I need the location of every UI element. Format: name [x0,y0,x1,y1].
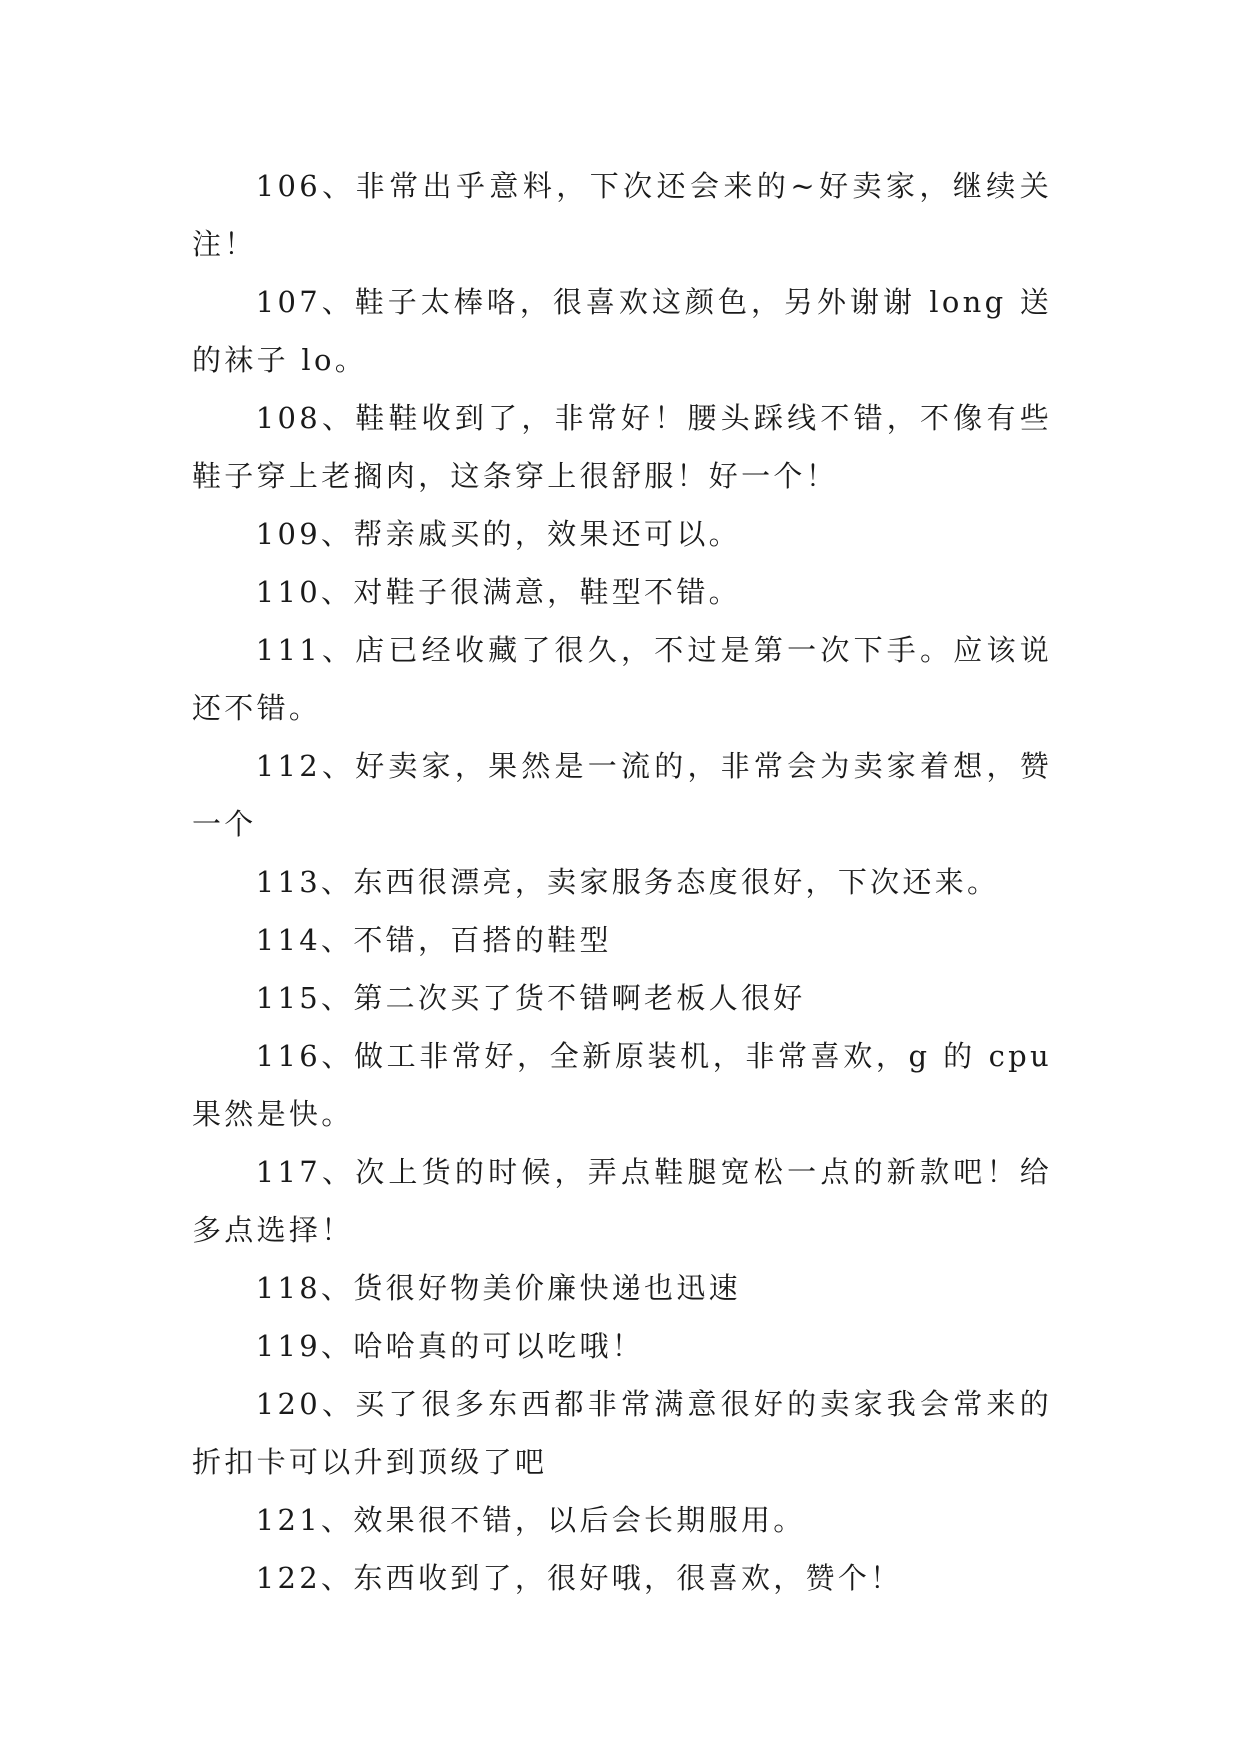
review-paragraph: 111、店已经收藏了很久，不过是第一次下手。应该说还不错。 [192,633,1052,725]
review-paragraph: 112、好卖家，果然是一流的，非常会为卖家着想，赞一个 [192,749,1052,841]
review-paragraph: 121、效果很不错，以后会长期服用。 [255,1503,806,1537]
review-paragraph: 110、对鞋子很满意，鞋型不错。 [255,575,741,609]
document-body [192,157,1052,1607]
review-paragraph: 107、鞋子太棒咯，很喜欢这颜色，另外谢谢 long 送的袜子 lo。 [192,285,1052,377]
review-paragraph: 109、帮亲戚买的，效果还可以。 [255,517,741,551]
review-paragraph: 120、买了很多东西都非常满意很好的卖家我会常来的折扣卡可以升到顶级了吧 [192,1387,1052,1479]
review-paragraph: 113、东西很漂亮，卖家服务态度很好，下次还来。 [255,865,1000,899]
review-paragraph: 115、第二次买了货不错啊老板人很好 [255,981,806,1015]
review-paragraph: 122、东西收到了，很好哦，很喜欢，赞个！ [255,1561,903,1595]
review-paragraph: 119、哈哈真的可以吃哦！ [255,1329,645,1363]
review-paragraph: 118、货很好物美价廉快递也迅速 [255,1271,741,1305]
review-paragraph: 108、鞋鞋收到了，非常好！腰头踩线不错，不像有些鞋子穿上老搁肉，这条穿上很舒服！好一个！ [192,401,1052,493]
review-paragraph: 117、次上货的时候，弄点鞋腿宽松一点的新款吧！给多点选择！ [192,1155,1052,1247]
review-paragraph: 106、非常出乎意料，下次还会来的~好卖家，继续关注！ [192,169,1052,261]
review-paragraph: 116、做工非常好，全新原装机，非常喜欢，g 的 cpu 果然是快。 [192,1039,1052,1131]
review-paragraph: 114、不错，百搭的鞋型 [255,923,612,957]
